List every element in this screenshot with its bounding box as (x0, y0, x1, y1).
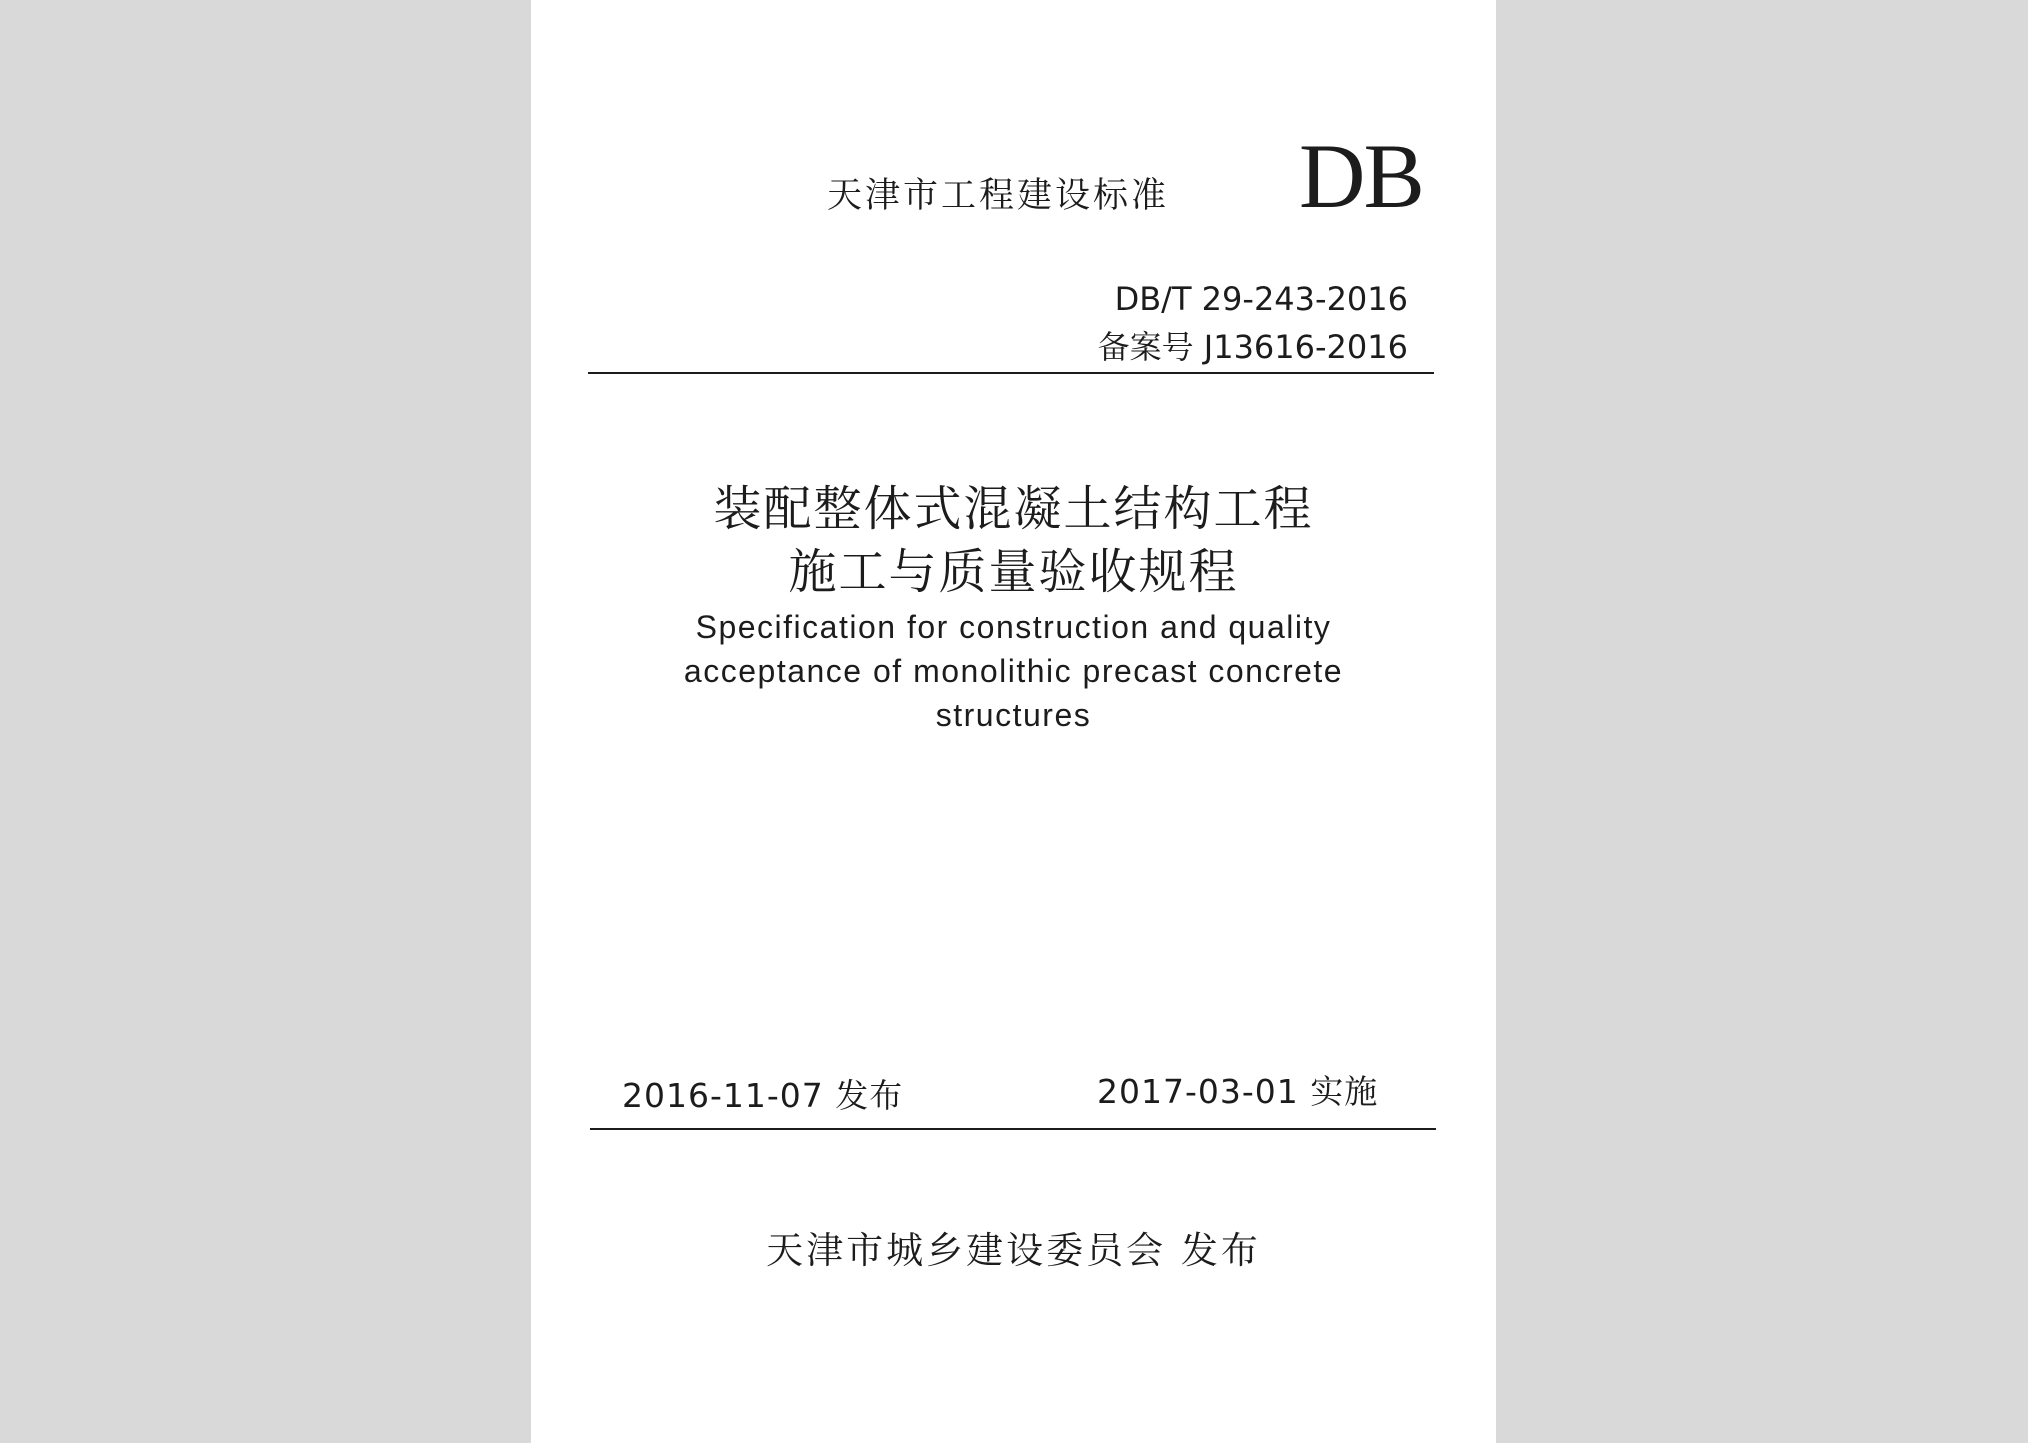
title-en-line3: structures (935, 697, 1092, 733)
title-en-line1: Specification for construction and quality (695, 609, 1332, 645)
document-page (531, 0, 1496, 1443)
record-number: 备案号 J13616-2016 (1097, 328, 1408, 366)
top-divider (588, 372, 1434, 374)
publisher: 天津市城乡建设委员会 发布 (766, 1229, 1261, 1272)
issue-date: 2016-11-07 发布 (622, 1076, 904, 1115)
series-title: 天津市工程建设标准 (827, 176, 1170, 216)
title-cn-line1: 装配整体式混凝土结构工程 (713, 481, 1314, 537)
title-en-line2: acceptance of monolithic precast concrete (683, 653, 1344, 689)
db-mark: DB (1299, 125, 1423, 227)
effective-date: 2017-03-01 实施 (1097, 1072, 1379, 1111)
bottom-divider (590, 1128, 1436, 1130)
standard-number: DB/T 29-243-2016 (1114, 280, 1408, 318)
title-cn-line2: 施工与质量验收规程 (788, 544, 1239, 600)
